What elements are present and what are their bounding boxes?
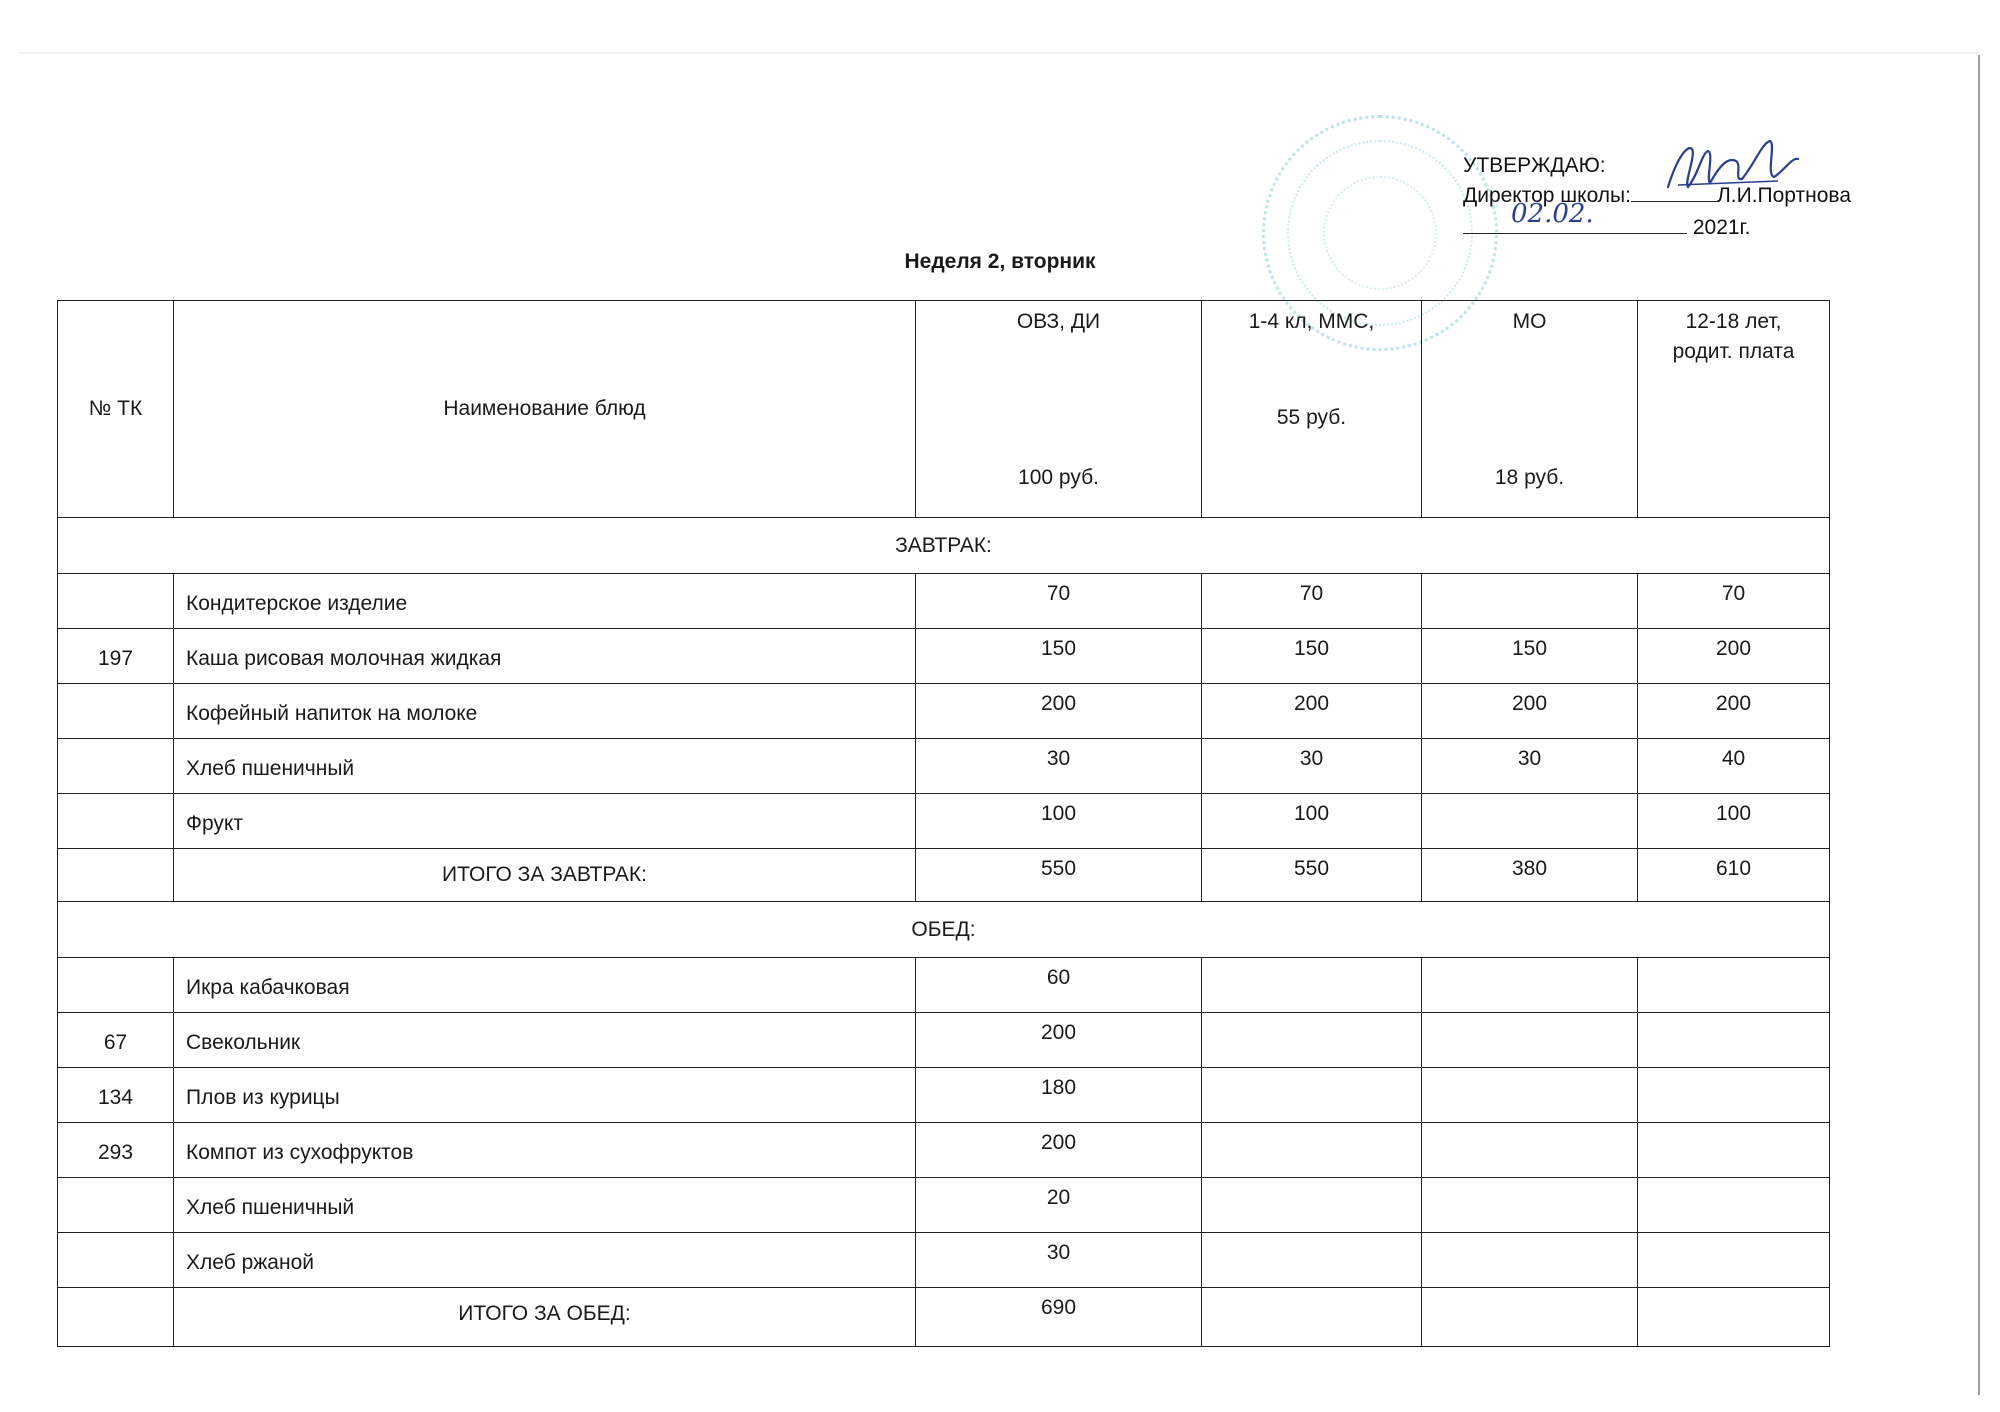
- row-ovz: 30: [916, 1233, 1202, 1288]
- header-mo: [1422, 301, 1638, 518]
- table-row: [58, 958, 1830, 1013]
- row-1-4: 70: [1202, 574, 1422, 629]
- row-12-18: [1638, 1123, 1830, 1178]
- row-1-4: [1202, 1123, 1422, 1178]
- menu-table: [57, 300, 1830, 1347]
- row-dish: Компот из сухофруктов: [174, 1123, 916, 1178]
- header-dish: Наименование блюд: [174, 301, 916, 518]
- row-tk: [58, 794, 174, 849]
- row-tk: [58, 739, 174, 794]
- table-row: [58, 574, 1830, 629]
- page-edge: [18, 52, 1978, 54]
- row-ovz: 200: [916, 1013, 1202, 1068]
- page-edge-right: [1978, 55, 1980, 1395]
- row-1-4: [1202, 1013, 1422, 1068]
- row-1-4: 150: [1202, 629, 1422, 684]
- row-12-18: 70: [1638, 574, 1830, 629]
- table-row: [58, 1178, 1830, 1233]
- table-row: [58, 1013, 1830, 1068]
- table-row: [58, 1123, 1830, 1178]
- director-label: Директор школы:: [1463, 184, 1631, 207]
- row-tk: [58, 1178, 174, 1233]
- row-tk: [58, 958, 174, 1013]
- handwritten-date: 02.02.: [1511, 199, 1594, 229]
- table-row: [58, 684, 1830, 739]
- row-1-4: 200: [1202, 684, 1422, 739]
- total-1-4: 550: [1202, 849, 1422, 902]
- row-dish: Хлеб ржаной: [174, 1233, 916, 1288]
- row-mo: [1422, 1123, 1638, 1178]
- table-row: [58, 739, 1830, 794]
- total-1-4: [1202, 1288, 1422, 1347]
- row-1-4: [1202, 1068, 1422, 1123]
- row-ovz: 20: [916, 1178, 1202, 1233]
- header-12-18-line2: родит. плата: [1672, 340, 1795, 363]
- row-tk: [58, 574, 174, 629]
- row-ovz: 70: [916, 574, 1202, 629]
- row-1-4: [1202, 1233, 1422, 1288]
- approval-heading: УТВЕРЖДАЮ:: [1463, 154, 1606, 177]
- row-dish: Фрукт: [174, 794, 916, 849]
- page-title: Неделя 2, вторник: [904, 250, 1096, 273]
- row-dish: Кондитерское изделие: [174, 574, 916, 629]
- header-row: [58, 301, 1830, 518]
- lunch-total-label: ИТОГО ЗА ОБЕД:: [174, 1288, 916, 1347]
- date-line: [1463, 199, 1923, 243]
- total-12-18: 610: [1638, 849, 1830, 902]
- total-mo: [1422, 1288, 1638, 1347]
- total-12-18: [1638, 1288, 1830, 1347]
- row-ovz: 150: [916, 629, 1202, 684]
- row-12-18: [1638, 1068, 1830, 1123]
- row-dish: Кофейный напиток на молоке: [174, 684, 916, 739]
- row-dish: Каша рисовая молочная жидкая: [174, 629, 916, 684]
- header-12-18: [1638, 301, 1830, 518]
- row-dish: Плов из курицы: [174, 1068, 916, 1123]
- total-ovz: 690: [916, 1288, 1202, 1347]
- row-12-18: 100: [1638, 794, 1830, 849]
- row-tk: 197: [58, 629, 174, 684]
- lunch-total-row: [58, 1288, 1830, 1347]
- header-1-4-name: 1-4 кл, ММС,: [1248, 310, 1375, 333]
- row-ovz: 200: [916, 684, 1202, 739]
- date-underline: [1463, 199, 1687, 234]
- row-tk: [58, 1233, 174, 1288]
- table-row: [58, 629, 1830, 684]
- row-mo: 30: [1422, 739, 1638, 794]
- row-mo: [1422, 958, 1638, 1013]
- row-1-4: 30: [1202, 739, 1422, 794]
- row-ovz: 60: [916, 958, 1202, 1013]
- breakfast-total-label: ИТОГО ЗА ЗАВТРАК:: [174, 849, 916, 902]
- header-ovz: [916, 301, 1202, 518]
- total-tk: [58, 1288, 174, 1347]
- section-breakfast: [58, 518, 1830, 574]
- row-12-18: 200: [1638, 629, 1830, 684]
- table-row: [58, 794, 1830, 849]
- row-tk: 134: [58, 1068, 174, 1123]
- header-ovz-name: ОВЗ, ДИ: [1016, 310, 1101, 333]
- header-ovz-price: 100 руб.: [1018, 466, 1099, 489]
- row-ovz: 200: [916, 1123, 1202, 1178]
- row-dish: Хлеб пшеничный: [174, 739, 916, 794]
- row-mo: [1422, 1068, 1638, 1123]
- row-12-18: 200: [1638, 684, 1830, 739]
- row-12-18: 40: [1638, 739, 1830, 794]
- row-tk: [58, 684, 174, 739]
- header-12-18-line1: 12-18 лет,: [1685, 310, 1782, 333]
- row-1-4: 100: [1202, 794, 1422, 849]
- row-dish: Икра кабачковая: [174, 958, 916, 1013]
- row-mo: [1422, 1233, 1638, 1288]
- table-row: [58, 1068, 1830, 1123]
- director-signature: [1658, 135, 1808, 205]
- header-mo-price: 18 руб.: [1494, 466, 1565, 489]
- row-tk: 293: [58, 1123, 174, 1178]
- row-mo: 150: [1422, 629, 1638, 684]
- total-ovz: 550: [916, 849, 1202, 902]
- row-ovz: 180: [916, 1068, 1202, 1123]
- director-name: Л.И.Портнова: [1716, 184, 1852, 207]
- total-tk: [58, 849, 174, 902]
- row-mo: [1422, 1013, 1638, 1068]
- row-1-4: [1202, 958, 1422, 1013]
- row-dish: Хлеб пшеничный: [174, 1178, 916, 1233]
- row-mo: 200: [1422, 684, 1638, 739]
- section-lunch: [58, 902, 1830, 958]
- total-mo: 380: [1422, 849, 1638, 902]
- row-12-18: [1638, 958, 1830, 1013]
- approval-year: 2021г.: [1692, 216, 1751, 239]
- section-breakfast-label: ЗАВТРАК:: [58, 518, 1830, 574]
- row-tk: 67: [58, 1013, 174, 1068]
- header-1-4: [1202, 301, 1422, 518]
- breakfast-total-row: [58, 849, 1830, 902]
- row-ovz: 100: [916, 794, 1202, 849]
- row-mo: [1422, 574, 1638, 629]
- header-1-4-price: 55 руб.: [1276, 406, 1347, 429]
- row-mo: [1422, 794, 1638, 849]
- row-12-18: [1638, 1013, 1830, 1068]
- row-dish: Свекольник: [174, 1013, 916, 1068]
- row-12-18: [1638, 1178, 1830, 1233]
- row-mo: [1422, 1178, 1638, 1233]
- header-tk: № ТК: [58, 301, 174, 518]
- row-12-18: [1638, 1233, 1830, 1288]
- section-lunch-label: ОБЕД:: [58, 902, 1830, 958]
- row-1-4: [1202, 1178, 1422, 1233]
- row-ovz: 30: [916, 739, 1202, 794]
- table-row: [58, 1233, 1830, 1288]
- header-mo-name: МО: [1512, 310, 1547, 333]
